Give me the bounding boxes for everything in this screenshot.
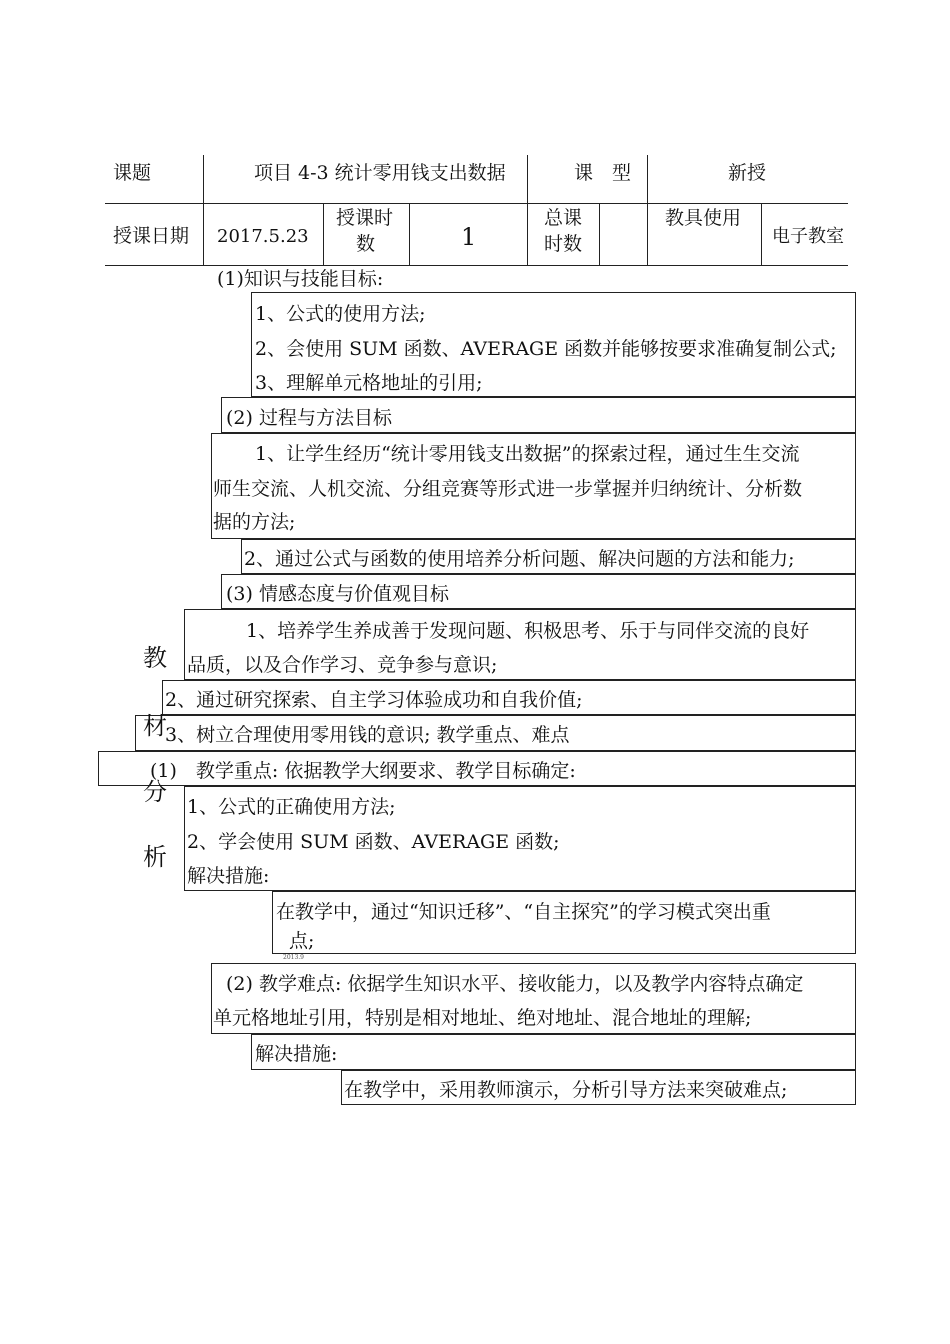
difficulty-solution-box — [251, 1034, 856, 1070]
hours-value: 1 — [461, 223, 477, 251]
tiny-mark: 2013.9 — [283, 954, 304, 961]
goal2-item1-line: 师生交流、人机交流、分组竞赛等形式进一步掌握并归纳统计、分析数 — [213, 478, 803, 500]
hours-label-line2: 数 — [356, 233, 376, 255]
hours-label-line1: 授课时 — [336, 207, 394, 229]
side-label-char: 析 — [143, 843, 167, 871]
difficulty-measure: 在教学中，采用教师演示，分析引导方法来突破难点; — [344, 1079, 788, 1101]
type-value: 新授 — [728, 162, 767, 184]
goal1-item: 3、理解单元格地址的引用; — [255, 372, 483, 394]
topic-label: 课题 — [113, 162, 152, 184]
header-col-line — [527, 155, 528, 203]
header-col-line — [599, 203, 600, 265]
key-point-measure-line: 点; — [289, 930, 315, 952]
difficulty-title-line: (2) 教学难点: 依据学生知识水平、接收能力，以及教学内容特点确定 — [226, 973, 804, 995]
tools-label: 教具使用 — [665, 207, 742, 229]
goal3-item1-line: 品质，以及合作学习、竞争参与意识; — [187, 654, 498, 676]
header-bottom-rule — [105, 265, 848, 266]
goal2-item1-line: 据的方法; — [213, 511, 296, 533]
side-label-char: 分 — [143, 778, 167, 806]
key-point-item: 2、学会使用 SUM 函数、AVERAGE 函数; — [187, 831, 560, 853]
tools-value: 电子教室 — [772, 226, 844, 247]
header-col-line — [761, 203, 762, 265]
goal3-item1-line: 1、培养学生养成善于发现问题、积极思考、乐于与同伴交流的良好 — [246, 620, 810, 642]
goal3-item2: 2、通过研究探索、自主学习体验成功和自我价值; — [165, 689, 583, 711]
key-point-solution-label: 解决措施: — [187, 865, 270, 887]
goal2-item2: 2、通过公式与函数的使用培养分析问题、解决问题的方法和能力; — [244, 548, 795, 570]
goal3-item3: 3、树立合理使用零用钱的意识; 教学重点、难点 — [165, 724, 570, 746]
goal3-title: (3) 情感态度与价值观目标 — [226, 583, 449, 605]
goal1-title: (1)知识与技能目标: — [217, 268, 384, 290]
total-hours-label-line2: 时数 — [544, 233, 583, 255]
goal2-item1-line: 1、让学生经历“统计零用钱支出数据”的探索过程，通过生生交流 — [255, 443, 800, 465]
key-point-title: (1) 教学重点: 依据教学大纲要求、教学目标确定: — [150, 760, 576, 782]
side-label-char: 教 — [143, 644, 167, 672]
difficulty-title-line: 单元格地址引用，特别是相对地址、绝对地址、混合地址的理解; — [213, 1007, 752, 1029]
date-value: 2017.5.23 — [217, 226, 309, 247]
key-point-item: 1、公式的正确使用方法; — [187, 796, 396, 818]
key-point-measure-line: 在教学中，通过“知识迁移”、“自主探究”的学习模式突出重 — [276, 901, 771, 923]
header-col-line — [323, 203, 324, 265]
header-col-line — [203, 203, 204, 265]
goal2-title: (2) 过程与方法目标 — [226, 407, 392, 429]
header-col-line — [647, 203, 648, 265]
header-col-line — [527, 203, 528, 265]
difficulty-solution-label: 解决措施: — [255, 1043, 338, 1065]
header-col-line — [409, 203, 410, 265]
side-label-char: 材 — [143, 712, 167, 740]
goal1-item: 2、会使用 SUM 函数、AVERAGE 函数并能够按要求准确复制公式; — [255, 338, 837, 360]
header-col-line — [647, 155, 648, 203]
goal1-item: 1、公式的使用方法; — [255, 303, 426, 325]
header-divider — [105, 203, 848, 204]
header-col-line — [203, 155, 204, 203]
date-label: 授课日期 — [113, 225, 190, 247]
type-label: 课 型 — [574, 162, 632, 184]
topic-value: 项目 4-3 统计零用钱支出数据 — [254, 162, 506, 184]
total-hours-label-line1: 总课 — [544, 207, 583, 229]
